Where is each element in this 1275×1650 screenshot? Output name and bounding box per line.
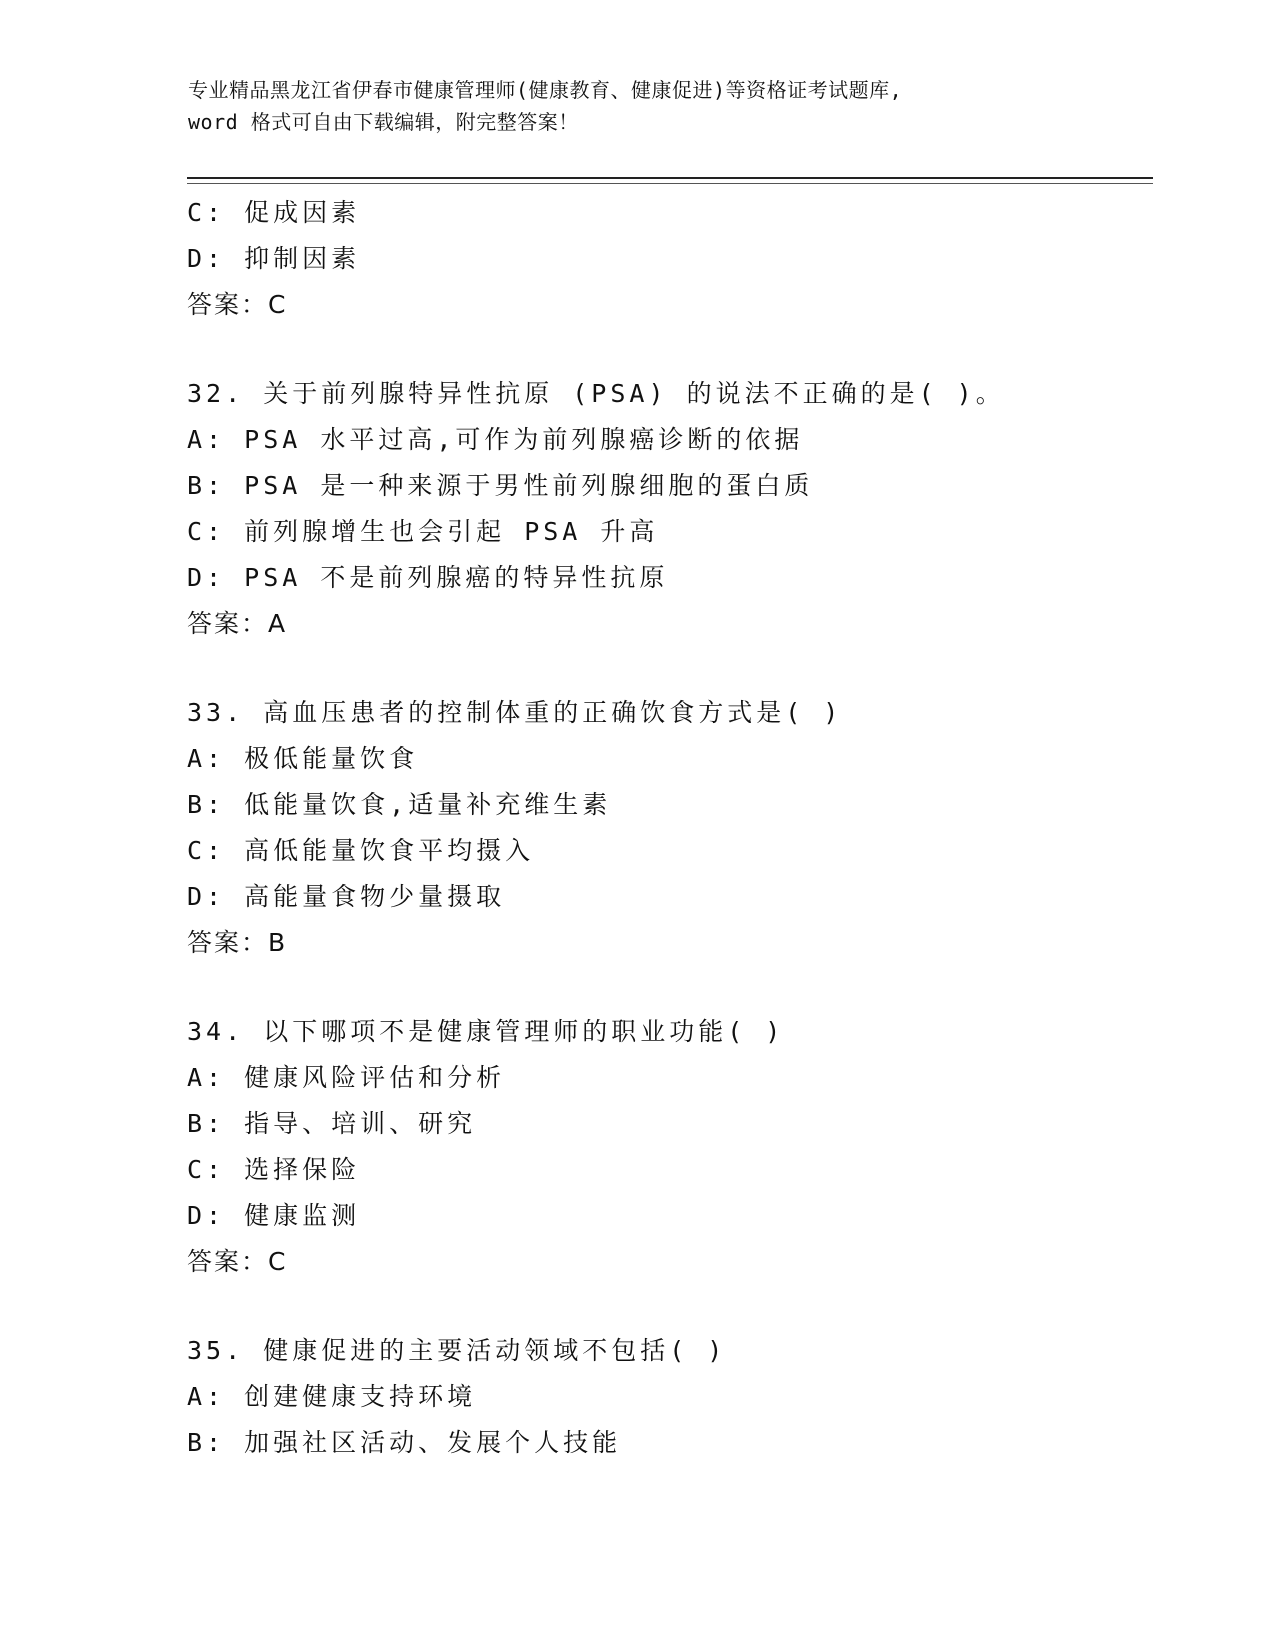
option-c: C: 高低能量饮食平均摄入: [187, 836, 535, 865]
header-rule-thick: [187, 177, 1153, 179]
question-stem: 34. 以下哪项不是健康管理师的职业功能( ): [187, 1017, 785, 1046]
option-b: B: 低能量饮食,适量补充维生素: [187, 790, 612, 819]
question-33: [187, 690, 1147, 966]
header-line-2: word 格式可自由下载编辑，附完整答案！: [188, 110, 579, 134]
header-line-1: 专业精品黑龙江省伊春市健康管理师(健康教育、健康促进)等资格证考试题库,: [188, 78, 903, 102]
option-d: D: 抑制因素: [187, 244, 361, 273]
option-a: A: 创建健康支持环境: [187, 1382, 477, 1411]
question-spacer: [187, 1285, 1147, 1328]
option-b: B: 指导、培训、研究: [187, 1109, 477, 1138]
question-spacer: [187, 966, 1147, 1009]
option-c: C: 促成因素: [187, 198, 361, 227]
option-a: A: 极低能量饮食: [187, 744, 419, 773]
answer-line: 答案：A: [187, 609, 288, 638]
question-stem: 32. 关于前列腺特异性抗原 (PSA) 的说法不正确的是( )。: [187, 379, 1005, 408]
answer-line: 答案：C: [187, 1247, 288, 1276]
option-b: B: PSA 是一种来源于男性前列腺细胞的蛋白质: [187, 471, 814, 500]
question-stem: 35. 健康促进的主要活动领域不包括( ): [187, 1336, 727, 1365]
option-d: D: 健康监测: [187, 1201, 361, 1230]
option-d: D: 高能量食物少量摄取: [187, 882, 506, 911]
option-a: A: 健康风险评估和分析: [187, 1063, 506, 1092]
question-spacer: [187, 647, 1147, 690]
header-rule-thin: [187, 183, 1153, 184]
question-35: [187, 1328, 1147, 1466]
answer-line: 答案：B: [187, 928, 288, 957]
option-d: D: PSA 不是前列腺癌的特异性抗原: [187, 563, 669, 592]
question-32: [187, 371, 1147, 647]
question-34: [187, 1009, 1147, 1285]
option-b: B: 加强社区活动、发展个人技能: [187, 1428, 622, 1457]
option-c: C: 选择保险: [187, 1155, 361, 1184]
question-31-tail: [187, 190, 1147, 328]
document-header: [188, 74, 1088, 138]
option-c: C: 前列腺增生也会引起 PSA 升高: [187, 517, 659, 546]
question-stem: 33. 高血压患者的控制体重的正确饮食方式是( ): [187, 698, 843, 727]
question-spacer: [187, 328, 1147, 371]
answer-line: 答案：C: [187, 290, 288, 319]
question-list: [187, 190, 1147, 1466]
option-a: A: PSA 水平过高,可作为前列腺癌诊断的依据: [187, 425, 804, 454]
